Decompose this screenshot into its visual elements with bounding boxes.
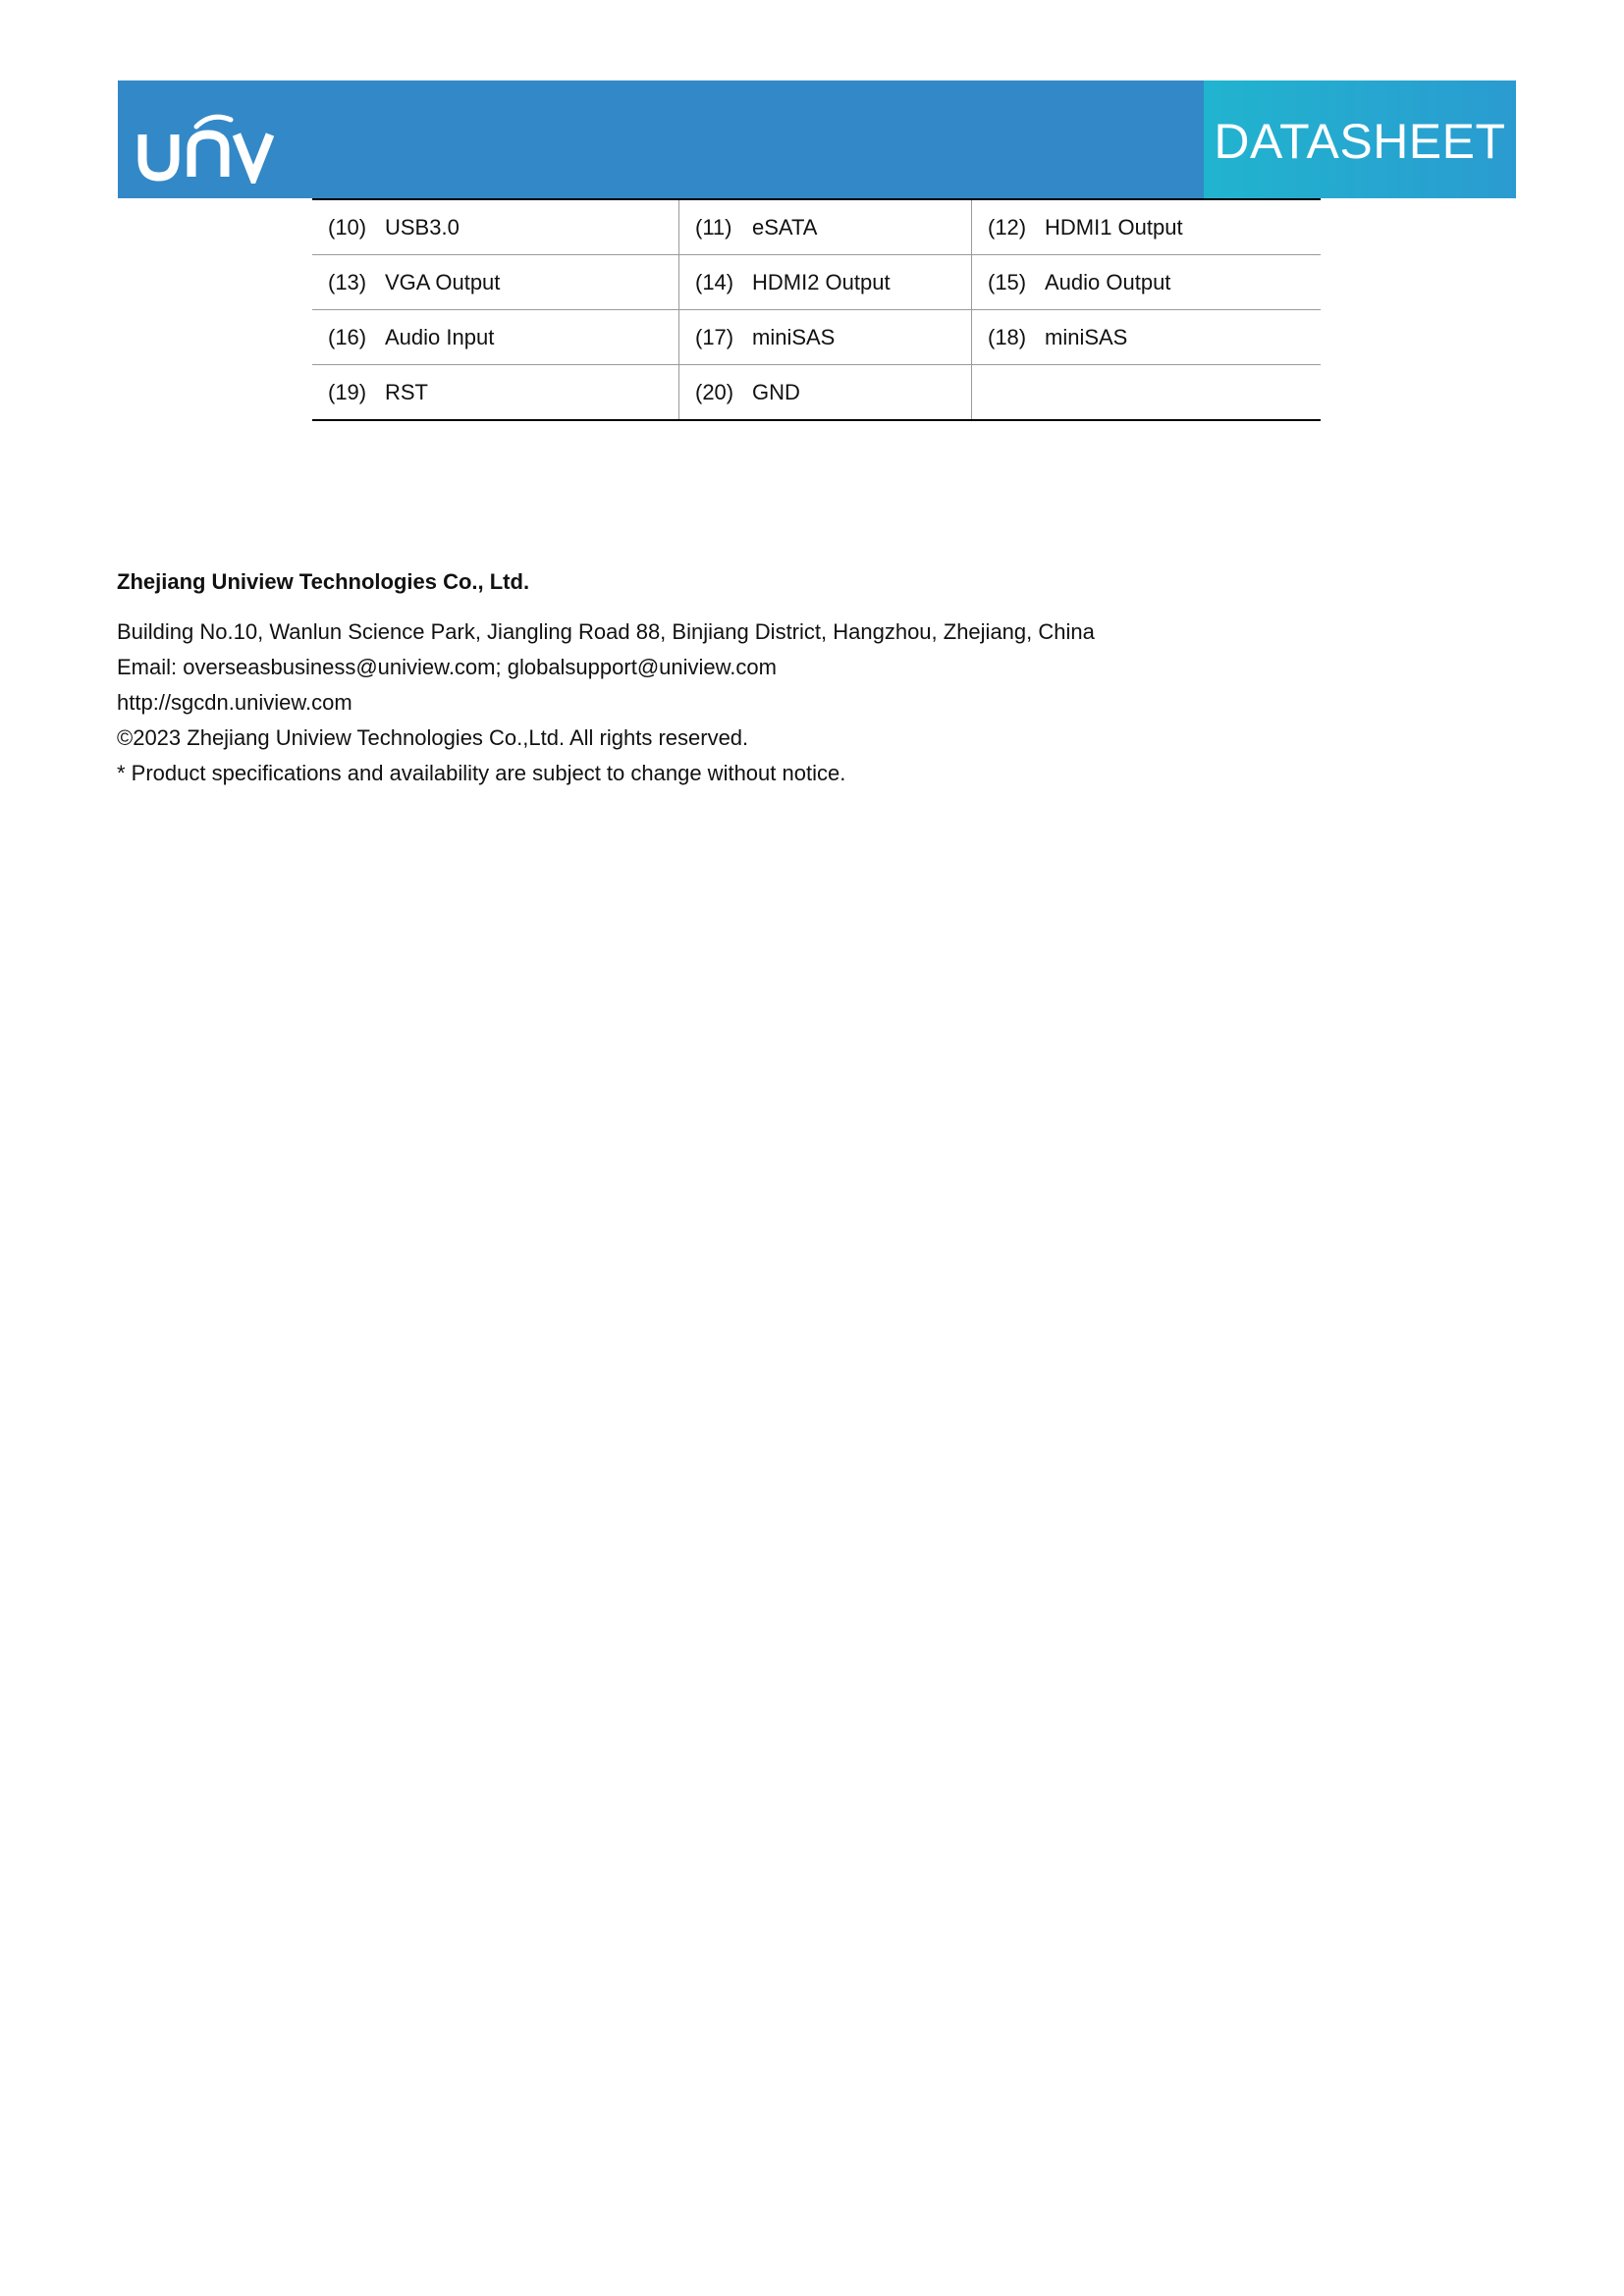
port-number: (15) xyxy=(988,269,1027,294)
port-label: miniSAS xyxy=(752,324,836,349)
port-number: (18) xyxy=(988,324,1027,349)
port-label: Audio Input xyxy=(385,324,495,349)
table-row xyxy=(312,365,1321,421)
table-cell xyxy=(679,310,972,365)
port-label: RST xyxy=(385,379,428,404)
port-number: (13) xyxy=(328,269,367,294)
port-label: GND xyxy=(752,379,800,404)
port-label: HDMI1 Output xyxy=(1045,214,1183,240)
port-number: (14) xyxy=(695,269,734,294)
copyright-notice: ©2023 Zhejiang Uniview Technologies Co.,Ltd. All rights reserved. xyxy=(117,725,749,750)
datasheet-label: DATASHEET xyxy=(1214,114,1506,169)
port-label: miniSAS xyxy=(1045,324,1128,349)
table-cell xyxy=(312,255,679,310)
table-cell xyxy=(679,365,972,421)
port-label: HDMI2 Output xyxy=(752,269,891,294)
disclaimer-note: * Product specifications and availability are subject to change without notice. xyxy=(117,761,846,785)
port-number: (17) xyxy=(695,324,734,349)
rear-panel-ports-table xyxy=(312,198,1321,421)
table-cell-empty xyxy=(972,365,1322,421)
table-cell xyxy=(679,199,972,255)
company-name: Zhejiang Uniview Technologies Co., Ltd. xyxy=(117,569,530,594)
port-number: (11) xyxy=(695,214,732,240)
port-label: eSATA xyxy=(752,214,818,240)
header-banner xyxy=(118,80,1516,198)
port-number: (10) xyxy=(328,214,367,240)
port-label: Audio Output xyxy=(1045,269,1171,294)
header-brand-area xyxy=(118,80,1204,198)
table-cell xyxy=(312,199,679,255)
table-cell xyxy=(972,310,1322,365)
unv-logo xyxy=(137,100,285,184)
port-number: (12) xyxy=(988,214,1027,240)
port-number: (20) xyxy=(695,379,734,404)
table-cell xyxy=(312,310,679,365)
company-address: Building No.10, Wanlun Science Park, Jiangling Road 88, Binjiang District, Hangzhou, Zhejiang, China xyxy=(117,619,1095,644)
table-row xyxy=(312,199,1321,255)
table-row xyxy=(312,310,1321,365)
table-cell xyxy=(679,255,972,310)
header-datasheet-area xyxy=(1204,80,1516,198)
company-footer xyxy=(117,569,1393,791)
website-link[interactable]: http://sgcdn.uniview.com xyxy=(117,690,352,715)
table-cell xyxy=(972,255,1322,310)
table-cell xyxy=(312,365,679,421)
port-number: (16) xyxy=(328,324,367,349)
contact-email: Email: overseasbusiness@uniview.com; globalsupport@uniview.com xyxy=(117,655,777,679)
table-row xyxy=(312,255,1321,310)
port-label: USB3.0 xyxy=(385,214,460,240)
port-number: (19) xyxy=(328,379,367,404)
port-label: VGA Output xyxy=(385,269,501,294)
table-cell xyxy=(972,199,1322,255)
